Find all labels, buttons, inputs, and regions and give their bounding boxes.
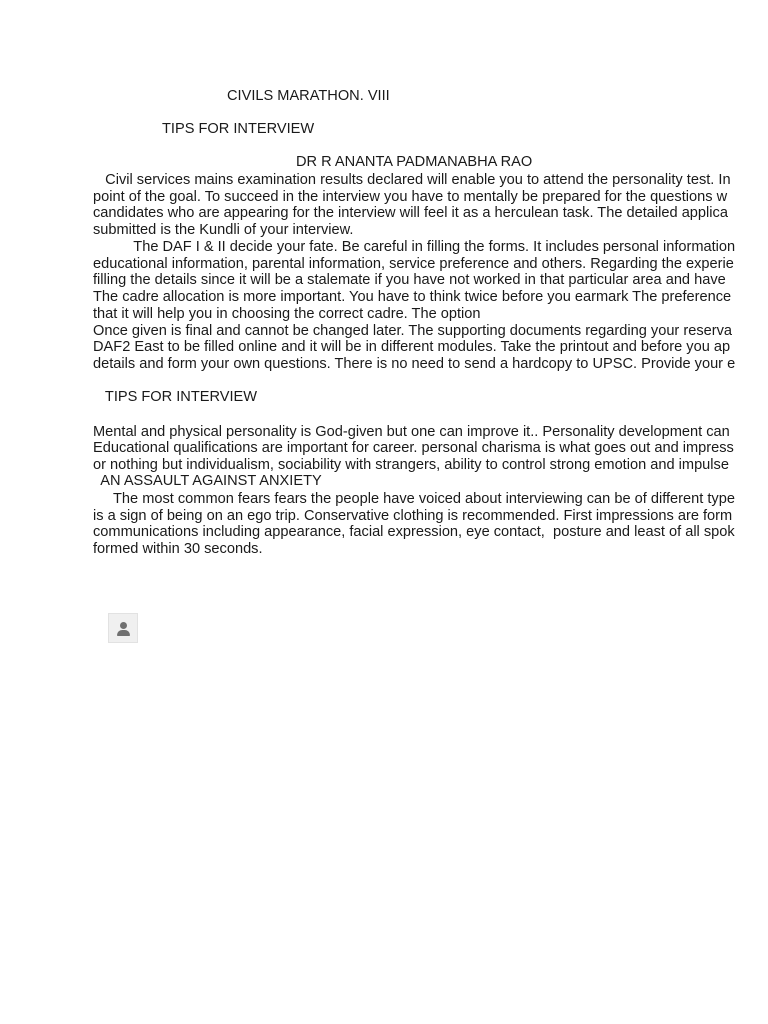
paragraph-line: The cadre allocation is more important. You have to think twice before you earmark The preference [93, 289, 732, 305]
document-title: CIVILS MARATHON. VIII [227, 88, 390, 104]
paragraph-line: point of the goal. To succeed in the interview you have to mentally be prepared for the questions w [93, 189, 728, 205]
user-avatar-icon[interactable] [108, 613, 138, 643]
anxiety-heading: AN ASSAULT AGAINST ANXIETY [93, 473, 322, 489]
paragraph-line: that it will help you in choosing the correct cadre. The option [93, 306, 481, 322]
paragraph-line: or nothing but individualism, sociability with strangers, ability to control strong emotion and impulse [93, 457, 729, 473]
avatar-head [120, 622, 127, 629]
paragraph-line: Mental and physical personality is God-given but one can improve it.. Personality development can [93, 424, 730, 440]
section-heading: TIPS FOR INTERVIEW [93, 389, 258, 405]
paragraph-line: communications including appearance, facial expression, eye contact, posture and least of all spok [93, 524, 735, 540]
paragraph-line: The most common fears fears the people have voiced about interviewing can be of different type [93, 491, 735, 507]
paragraph-line: educational information, parental information, service preference and others. Regarding the experie [93, 256, 734, 272]
paragraph-line: submitted is the Kundli of your interview. [93, 222, 354, 238]
paragraph-line: details and form your own questions. There is no need to send a hardcopy to UPSC. Provide your e [93, 356, 736, 372]
paragraph-line: Civil services mains examination results declared will enable you to attend the personality test. In [93, 172, 731, 188]
paragraph-line: Educational qualifications are important for career. personal charisma is what goes out and impress [93, 440, 734, 456]
paragraph-line: DAF2 East to be filled online and it will be in different modules. Take the printout and before you ap [93, 339, 731, 355]
avatar-shoulders [117, 630, 130, 636]
paragraph-line: filling the details since it will be a stalemate if you have not worked in that particular area and have [93, 272, 726, 288]
document-author: DR R ANANTA PADMANABHA RAO [296, 154, 533, 170]
paragraph-line: is a sign of being on an ego trip. Conservative clothing is recommended. First impressions are form [93, 508, 733, 524]
paragraph-line: formed within 30 seconds. [93, 541, 263, 557]
paragraph-line: The DAF I & II decide your fate. Be careful in filling the forms. It includes personal information [93, 239, 736, 255]
paragraph-line: Once given is final and cannot be changed later. The supporting documents regarding your reserva [93, 323, 733, 339]
paragraph-line: candidates who are appearing for the interview will feel it as a herculean task. The detailed applica [93, 205, 728, 221]
document-subtitle: TIPS FOR INTERVIEW [162, 121, 315, 137]
